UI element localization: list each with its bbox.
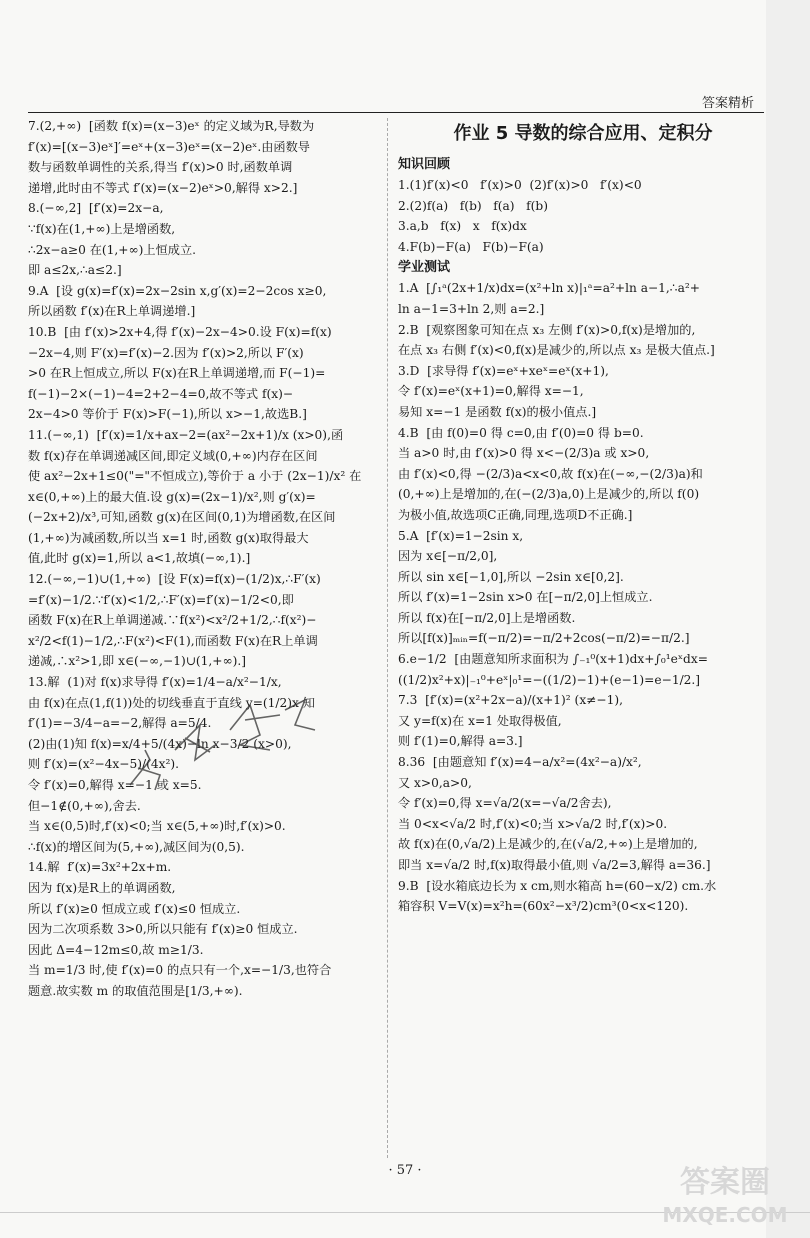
section-test-heading: 学业测试 [398, 260, 451, 276]
answer-line: 则 f′(1)=0,解得 a=3.] [398, 734, 523, 749]
header-rule [28, 112, 764, 113]
text-line: (2)由(1)知 f(x)=x/4+5/(4x)−ln x−3/2 (x>0), [28, 736, 292, 751]
answer-line: 当 a>0 时,由 f′(x)>0 得 x<−(2/3)a 或 x>0, [398, 446, 650, 461]
answer-line: 2.B [观察图象可知在点 x₃ 左侧 f′(x)>0,f(x)是增加的, [398, 322, 696, 337]
answer-line: 5.A [f′(x)=1−2sin x, [398, 528, 524, 543]
text-line: 7.(2,+∞) [函数 f(x)=(x−3)eˣ 的定义域为R,导数为 [28, 119, 315, 133]
section-review-heading: 知识回顾 [398, 157, 451, 172]
text-line: (−2x+2)/x³,可知,函数 g(x)在区间(0,1)为增函数,在区间 [28, 510, 336, 525]
text-line: 函数 F(x)在R上单调递减.∵f(x²)<x²/2+1/2,∴f(x²)− [28, 613, 317, 628]
answer-line: 又 y=f(x)在 x=1 处取得极值, [398, 713, 562, 728]
text-line: 由 f(x)在点(1,f(1))处的切线垂直于直线 y=(1/2)x 知 [28, 695, 315, 710]
answer-line: 箱容积 V=V(x)=x²h=(60x²−x³/2)cm³(0<x<120). [398, 899, 689, 914]
answer-line: 在点 x₃ 右侧 f′(x)<0,f(x)是减少的,所以点 x₃ 是极大值点.] [398, 343, 715, 358]
answer-line: 即当 x=√a/2 时,f(x)取得最小值,则 √a/2=3,解得 a=36.] [398, 858, 711, 872]
text-line: 因为二次项系数 3>0,所以只能有 f′(x)≥0 恒成立. [28, 922, 298, 937]
review-line: 4.F(b)−F(a) F(b)−F(a) [398, 239, 544, 254]
text-line: 则 f′(x)=(x²−4x−5)/(4x²). [28, 757, 180, 772]
text-line: 13.解 (1)对 f(x)求导得 f′(x)=1/4−a/x²−1/x, [28, 675, 282, 690]
answer-line: 故 f(x)在(0,√a/2)上是减少的,在(√a/2,+∞)上是增加的, [398, 837, 698, 852]
text-line: 递减,∴x²>1,即 x∈(−∞,−1)∪(1,+∞).] [28, 654, 247, 669]
answer-line: 为极小值,故选项C正确,同理,选项D不正确.] [398, 507, 633, 522]
text-line: 使 ax²−2x+1≤0("="不恒成立),等价于 a 小于 (2x−1)/x² 在 [28, 469, 362, 484]
site-watermark-logo [650, 1150, 800, 1230]
text-line: 10.B [由 f′(x)>2x+4,得 f′(x)−2x−4>0.设 F(x)=f(x) [28, 324, 332, 339]
text-line: 但−1∉(0,+∞),舍去. [28, 798, 141, 813]
review-list [398, 175, 768, 257]
right-column [398, 116, 768, 917]
text-line: ∴2x−a≥0 在(1,+∞)上恒成立. [28, 242, 197, 257]
text-line: f′(x)=[(x−3)eˣ]′=eˣ+(x−3)eˣ=(x−2)eˣ.由函数导 [28, 139, 310, 154]
answer-list [398, 278, 768, 916]
left-column [28, 116, 380, 1002]
text-line: 14.解 f′(x)=3x²+2x+m. [28, 860, 172, 875]
text-line: ∵f(x)在(1,+∞)上是增函数, [28, 221, 176, 236]
text-line: 即 a≤2x,∴a≤2.] [28, 263, 122, 278]
text-line: 因此 Δ=4−12m≤0,故 m≥1/3. [28, 942, 204, 957]
text-line: 值,此时 g(x)=1,所以 a<1,故填(−∞,1).] [28, 551, 251, 566]
answer-line: 所以 sin x∈[−1,0],所以 −2sin x∈[0,2]. [398, 569, 624, 584]
answer-line: 所以 f(x)在[−π/2,0]上是增函数. [398, 610, 576, 625]
answer-line: 令 f′(x)=0,得 x=√a/2(x=−√a/2舍去), [398, 796, 612, 811]
header-label: 答案精析 [701, 96, 754, 111]
text-line: 递增,此时由不等式 f′(x)=(x−2)eˣ>0,解得 x>2.] [28, 180, 298, 195]
text-line: 当 x∈(0,5)时,f′(x)<0;当 x∈(5,+∞)时,f′(x)>0. [28, 819, 286, 834]
text-line: x∈(0,+∞)上的最大值.设 g(x)=(2x−1)/x²,则 g′(x)= [28, 489, 316, 504]
text-line: 所以 f′(x)≥0 恒成立或 f′(x)≤0 恒成立. [28, 901, 241, 916]
text-line: 8.(−∞,2] [f′(x)=2x−a, [28, 201, 164, 216]
answer-line: 6.e−1/2 [由题意知所求面积为 ∫₋₁⁰(x+1)dx+∫₀¹eˣdx= [398, 652, 708, 667]
answer-line: (0,+∞)上是增加的,在(−(2/3)a,0)上是减少的,所以 f(0) [398, 487, 700, 502]
text-line: ∴f(x)的增区间为(5,+∞),减区间为(0,5). [28, 839, 245, 854]
homework-title: 作业 5 导数的综合应用、定积分 [453, 123, 713, 144]
answer-line: 4.B [由 f(0)=0 得 c=0,由 f′(0)=0 得 b=0. [398, 425, 644, 440]
text-line: 12.(−∞,−1)∪(1,+∞) [设 F(x)=f(x)−(1/2)x,∴F′(x) [28, 572, 321, 587]
text-line: 数与函数单调性的关系,得当 f′(x)>0 时,函数单调 [28, 160, 293, 175]
watermark-line2: MXQE.COM [662, 1203, 788, 1227]
answer-line: 因为 x∈[−π/2,0], [398, 549, 498, 564]
answer-line: ((1/2)x²+x)|₋₁⁰+eˣ|₀¹=−((1/2)−1)+(e−1)=e−1/2.] [398, 672, 701, 687]
review-line: 1.(1)f′(x)<0 f′(x)>0 (2)f′(x)>0 f′(x)<0 [398, 178, 642, 192]
text-line: =f′(x)−1/2.∵f′(x)<1/2,∴F′(x)=f′(x)−1/2<0,即 [28, 592, 294, 607]
text-line: −2x−4,则 F′(x)=f′(x)−2.因为 f′(x)>2,所以 F′(x) [28, 345, 304, 360]
answer-line: 易知 x=−1 是函数 f(x)的极小值点.] [398, 404, 597, 419]
answer-line: ln a−1=3+ln 2,则 a=2.] [398, 301, 545, 316]
text-line: 令 f′(x)=0,解得 x=−1 或 x=5. [28, 778, 202, 792]
answer-line: 3.D [求导得 f′(x)=eˣ+xeˣ=eˣ(x+1), [398, 363, 609, 378]
review-line: 2.(2)f(a) f(b) f(a) f(b) [398, 198, 548, 213]
answer-line: 所以 f′(x)=1−2sin x>0 在[−π/2,0]上恒成立. [398, 590, 653, 605]
page-edge-shadow [766, 0, 810, 1238]
text-line: 题意.故实数 m 的取值范围是[1/3,+∞). [28, 983, 243, 998]
answer-line: 1.A [∫₁ᵃ(2x+1/x)dx=(x²+ln x)|₁ᵃ=a²+ln a−1,∴a²+ [398, 281, 700, 296]
watermark-line1: 答案圈 [680, 1165, 770, 1200]
text-line: 所以函数 f′(x)在R上单调递增.] [28, 304, 196, 319]
answer-line: 9.B [设水箱底边长为 x cm,则水箱高 h=(60−x/2) cm.水 [398, 878, 717, 893]
text-line: f(−1)−2×(−1)−4=2+2−4=0,故不等式 f(x)− [28, 386, 294, 401]
answer-line: 所以[f(x)]ₘᵢₙ=f(−π/2)=−π/2+2cos(−π/2)=−π/2.] [398, 631, 690, 646]
text-line: >0 在R上恒成立,所以 F(x)在R上单调递增,而 F(−1)= [28, 366, 326, 381]
page-number: · 57 · [388, 1163, 422, 1178]
text-line: 11.(−∞,1) [f′(x)=1/x+ax−2=(ax²−2x+1)/x (x>0),函 [28, 427, 344, 442]
text-line: 2x−4>0 等价于 F(x)>F(−1),所以 x>−1,故选B.] [28, 407, 307, 422]
text-line: 数 f(x)存在单调递减区间,即定义域(0,+∞)内存在区间 [28, 448, 318, 463]
text-line: f′(1)=−3/4−a=−2,解得 a=5/4. [28, 716, 212, 731]
answer-line: 令 f′(x)=eˣ(x+1)=0,解得 x=−1, [398, 384, 584, 399]
answer-line: 由 f′(x)<0,得 −(2/3)a<x<0,故 f(x)在(−∞,−(2/3)a)和 [398, 466, 703, 481]
text-line: x²/2<f(1)−1/2,∴F(x²)<F(1),而函数 F(x)在R上单调 [28, 633, 318, 648]
text-line: 9.A [设 g(x)=f′(x)=2x−2sin x,g′(x)=2−2cos x≥0, [28, 283, 327, 298]
text-line: 因为 f(x)是R上的单调函数, [28, 880, 176, 895]
answer-line: 又 x>0,a>0, [398, 775, 472, 790]
text-line: 当 m=1/3 时,使 f′(x)=0 的点只有一个,x=−1/3,也符合 [28, 963, 332, 978]
answer-line: 7.3 [f′(x)=(x²+2x−a)/(x+1)² (x≠−1), [398, 693, 623, 708]
handwritten-signature [120, 690, 320, 800]
review-line: 3.a,b f(x) x f(x)dx [398, 219, 527, 234]
answer-line: 当 0<x<√a/2 时,f′(x)<0;当 x>√a/2 时,f′(x)>0. [398, 816, 668, 831]
text-line: (1,+∞)为减函数,所以当 x=1 时,函数 g(x)取得最大 [28, 530, 309, 545]
answer-line: 8.36 [由题意知 f′(x)=4−a/x²=(4x²−a)/x², [398, 755, 642, 770]
column-divider [387, 118, 388, 1158]
